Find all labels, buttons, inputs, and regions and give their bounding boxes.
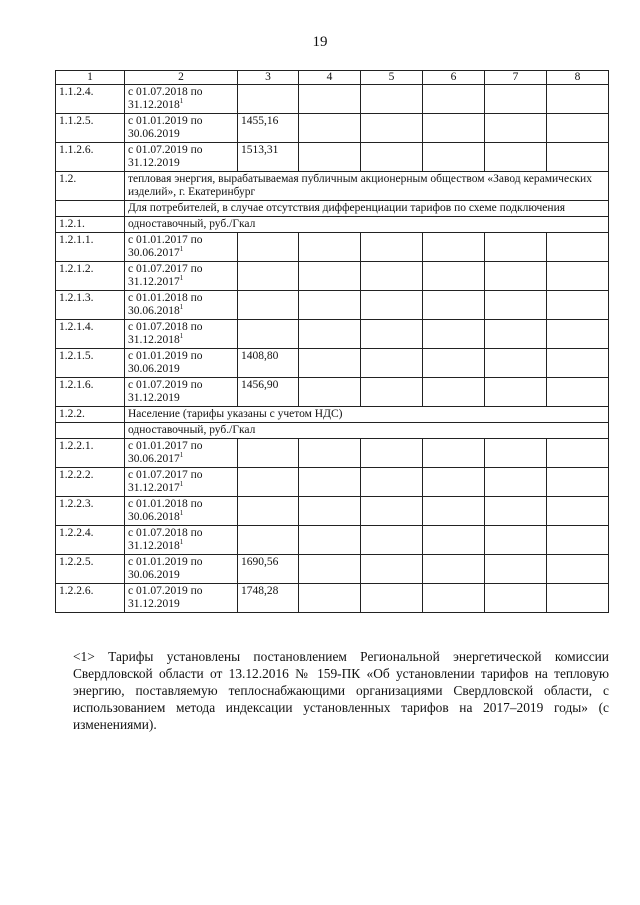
tariff-value [238,262,299,291]
row-number: 1.2.1.4. [56,320,125,349]
row-number: 1.2.2.4. [56,526,125,555]
tariff-value [238,320,299,349]
period-from: с 01.01.2017 по [128,440,203,452]
period-cell [125,439,238,468]
empty-cell-col-8 [547,85,609,114]
column-header-8: 8 [547,71,609,85]
empty-cell-col-4 [299,143,361,172]
period-to: 31.12.2018 [128,540,180,552]
period-cell [125,85,238,114]
empty-cell-col-7 [485,526,547,555]
empty-cell-col-5 [361,555,423,584]
tariff-value: 1456,90 [238,378,299,407]
period-to: 31.12.2019 [128,392,180,404]
column-header-6: 6 [423,71,485,85]
section-heading: Население (тарифы указаны с учетом НДС) [125,407,609,423]
empty-cell-col-8 [547,233,609,262]
period-to: 31.12.2019 [128,598,180,610]
empty-cell-col-6 [423,262,485,291]
empty-cell-col-7 [485,114,547,143]
row-number: 1.2.1.2. [56,262,125,291]
period-to: 30.06.2018 [128,305,180,317]
empty-cell-col-8 [547,439,609,468]
column-header-7: 7 [485,71,547,85]
table-body [56,85,609,613]
column-header-2: 2 [125,71,238,85]
empty-cell-col-4 [299,555,361,584]
empty-cell-col-8 [547,526,609,555]
table-row [56,233,609,262]
footnote-ref: 1 [179,451,184,460]
table-row [56,378,609,407]
period-from: с 01.01.2018 по [128,498,203,510]
table-row [56,423,609,439]
empty-cell-col-6 [423,526,485,555]
empty-cell-col-4 [299,291,361,320]
period-cell [125,143,238,172]
period-cell [125,233,238,262]
column-header-1: 1 [56,71,125,85]
footnote-ref: 1 [179,332,184,341]
empty-cell-col-6 [423,143,485,172]
empty-cell-col-7 [485,497,547,526]
empty-cell-col-8 [547,114,609,143]
tariff-value [238,85,299,114]
page-number: 19 [312,34,328,50]
table-row [56,201,609,217]
tariff-table [55,70,609,613]
empty-cell-col-8 [547,291,609,320]
table-row [56,217,609,233]
period-from: с 01.07.2017 по [128,263,203,275]
row-number: 1.2.2.2. [56,468,125,497]
period-to: 30.06.2019 [128,569,180,581]
period-to: 30.06.2017 [128,247,180,259]
table-row [56,291,609,320]
period-from: с 01.07.2018 по [128,86,203,98]
period-to: 31.12.2018 [128,99,180,111]
row-number: 1.2.1.3. [56,291,125,320]
tariff-value [238,439,299,468]
empty-cell-col-8 [547,320,609,349]
period-to: 30.06.2017 [128,453,180,465]
table-row [56,143,609,172]
period-from: с 01.07.2019 по [128,144,203,156]
row-number: 1.2.2.1. [56,439,125,468]
empty-cell-col-8 [547,468,609,497]
period-from: с 01.07.2018 по [128,527,203,539]
row-number: 1.2.2.5. [56,555,125,584]
row-number [56,201,125,217]
empty-cell-col-6 [423,468,485,497]
period-cell [125,320,238,349]
empty-cell-col-8 [547,555,609,584]
period-from: с 01.07.2019 по [128,585,203,597]
period-from: с 01.07.2019 по [128,379,203,391]
table-row [56,172,609,201]
empty-cell-col-5 [361,584,423,613]
period-cell [125,262,238,291]
row-number: 1.2. [56,172,125,201]
row-number: 1.1.2.5. [56,114,125,143]
period-to: 31.12.2017 [128,482,180,494]
tariff-value [238,526,299,555]
row-number: 1.2.1.5. [56,349,125,378]
table-row [56,555,609,584]
period-cell [125,555,238,584]
empty-cell-col-5 [361,439,423,468]
empty-cell-col-4 [299,349,361,378]
period-from: с 01.07.2017 по [128,469,203,481]
table-header-row [56,71,609,85]
empty-cell-col-5 [361,85,423,114]
empty-cell-col-6 [423,85,485,114]
tariff-value: 1455,16 [238,114,299,143]
table-row [56,439,609,468]
table-row [56,497,609,526]
period-from: с 01.01.2019 по [128,556,203,568]
period-to: 31.12.2017 [128,276,180,288]
empty-cell-col-6 [423,233,485,262]
tariff-value [238,291,299,320]
period-cell [125,497,238,526]
column-header-4: 4 [299,71,361,85]
period-to: 31.12.2019 [128,157,180,169]
footnote-ref: 1 [179,97,184,106]
empty-cell-col-5 [361,526,423,555]
empty-cell-col-4 [299,114,361,143]
empty-cell-col-4 [299,526,361,555]
column-header-5: 5 [361,71,423,85]
empty-cell-col-5 [361,291,423,320]
empty-cell-col-7 [485,262,547,291]
table-row [56,320,609,349]
empty-cell-col-8 [547,584,609,613]
empty-cell-col-7 [485,439,547,468]
empty-cell-col-6 [423,439,485,468]
row-number [56,423,125,439]
empty-cell-col-8 [547,349,609,378]
column-header-3: 3 [238,71,299,85]
empty-cell-col-7 [485,349,547,378]
tariff-value [238,468,299,497]
footnote-ref: 1 [179,245,184,254]
empty-cell-col-4 [299,584,361,613]
empty-cell-col-5 [361,378,423,407]
empty-cell-col-8 [547,143,609,172]
empty-cell-col-6 [423,497,485,526]
empty-cell-col-5 [361,468,423,497]
tariff-value [238,233,299,262]
section-heading: одноставочный, руб./Гкал [125,217,609,233]
empty-cell-col-7 [485,468,547,497]
section-heading: Для потребителей, в случае отсутствия дифференциации тарифов по схеме подключения [125,201,609,217]
period-cell [125,526,238,555]
table-row [56,114,609,143]
empty-cell-col-7 [485,85,547,114]
period-to: 30.06.2019 [128,363,180,375]
period-cell [125,468,238,497]
footnote-marker: <1> [73,649,95,664]
table-row [56,349,609,378]
empty-cell-col-6 [423,291,485,320]
footnote-ref: 1 [179,274,184,283]
period-cell [125,291,238,320]
empty-cell-col-6 [423,114,485,143]
row-number: 1.2.1.1. [56,233,125,262]
period-to: 30.06.2018 [128,511,180,523]
empty-cell-col-5 [361,262,423,291]
empty-cell-col-7 [485,555,547,584]
empty-cell-col-7 [485,584,547,613]
empty-cell-col-7 [485,378,547,407]
footnote [73,648,609,733]
row-number: 1.1.2.4. [56,85,125,114]
footnote-text: Тарифы установлены постановлением Региональной энергетической комиссии Свердловской области от 13.12.2016 № 159-ПК «Об установлении тарифов на тепловую энергию, поставляемую теплоснабжающими организациями Свердловской области, с использованием метода индексации установленных тарифов на 2017–2019 годы» (с изменениями). [73,649,609,732]
empty-cell-col-4 [299,468,361,497]
empty-cell-col-6 [423,320,485,349]
empty-cell-col-8 [547,262,609,291]
table-row [56,262,609,291]
empty-cell-col-4 [299,439,361,468]
table-row [56,85,609,114]
period-from: с 01.01.2018 по [128,292,203,304]
period-cell [125,584,238,613]
tariff-value: 1513,31 [238,143,299,172]
row-number: 1.2.1.6. [56,378,125,407]
empty-cell-col-4 [299,233,361,262]
table-row [56,584,609,613]
empty-cell-col-7 [485,233,547,262]
empty-cell-col-7 [485,143,547,172]
row-number: 1.1.2.6. [56,143,125,172]
period-cell [125,114,238,143]
footnote-ref: 1 [179,480,184,489]
period-from: с 01.01.2019 по [128,115,203,127]
empty-cell-col-6 [423,555,485,584]
table-row [56,526,609,555]
footnote-ref: 1 [179,303,184,312]
footnote-ref: 1 [179,509,184,518]
empty-cell-col-4 [299,497,361,526]
section-heading: тепловая энергия, вырабатываемая публичным акционерным обществом «Завод керамических изделий», г. Екатеринбург [125,172,609,201]
row-number: 1.2.1. [56,217,125,233]
empty-cell-col-5 [361,114,423,143]
row-number: 1.2.2.3. [56,497,125,526]
row-number: 1.2.2. [56,407,125,423]
footnote-ref: 1 [179,538,184,547]
empty-cell-col-6 [423,378,485,407]
empty-cell-col-4 [299,378,361,407]
period-cell [125,349,238,378]
tariff-value [238,497,299,526]
tariff-value: 1748,28 [238,584,299,613]
empty-cell-col-6 [423,584,485,613]
empty-cell-col-5 [361,349,423,378]
empty-cell-col-5 [361,233,423,262]
empty-cell-col-6 [423,349,485,378]
period-cell [125,378,238,407]
period-from: с 01.07.2018 по [128,321,203,333]
period-to: 31.12.2018 [128,334,180,346]
table-row [56,407,609,423]
tariff-value: 1690,56 [238,555,299,584]
period-to: 30.06.2019 [128,128,180,140]
empty-cell-col-8 [547,378,609,407]
empty-cell-col-5 [361,497,423,526]
empty-cell-col-4 [299,85,361,114]
table-row [56,468,609,497]
period-from: с 01.01.2017 по [128,234,203,246]
period-from: с 01.01.2019 по [128,350,203,362]
empty-cell-col-7 [485,320,547,349]
empty-cell-col-4 [299,320,361,349]
empty-cell-col-7 [485,291,547,320]
section-heading: одноставочный, руб./Гкал [125,423,609,439]
empty-cell-col-5 [361,143,423,172]
empty-cell-col-8 [547,497,609,526]
empty-cell-col-4 [299,262,361,291]
row-number: 1.2.2.6. [56,584,125,613]
tariff-value: 1408,80 [238,349,299,378]
empty-cell-col-5 [361,320,423,349]
